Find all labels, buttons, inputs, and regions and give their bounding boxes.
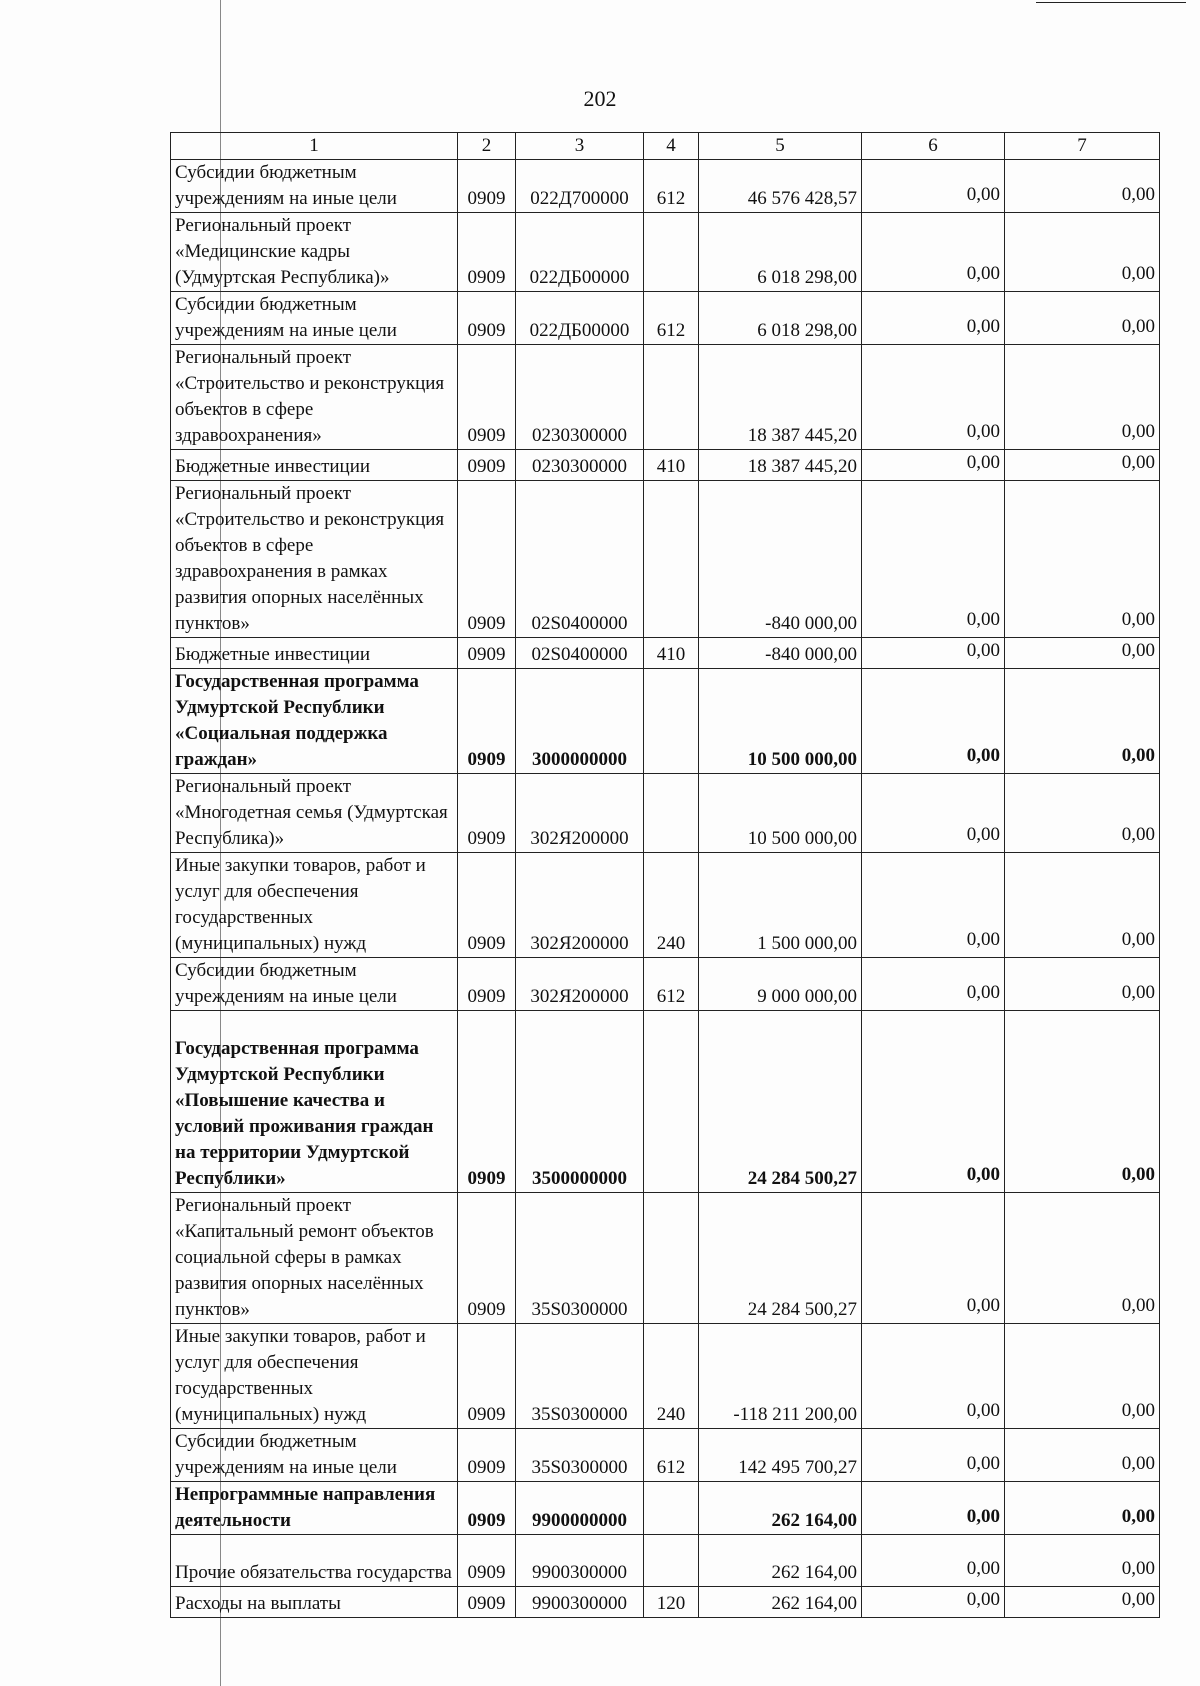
cell-c4: 240: [644, 1324, 699, 1429]
cell-c5: -118 211 200,00: [699, 1324, 862, 1429]
cell-c5: 262 164,00: [699, 1535, 862, 1587]
cell-c4: [644, 774, 699, 853]
cell-c6: 0,00: [862, 160, 1005, 213]
cell-c2: 0909: [458, 213, 516, 292]
cell-c7: 0,00: [1005, 1324, 1160, 1429]
table-row: [171, 160, 1160, 213]
cell-c7: 0,00: [1005, 638, 1160, 669]
cell-c2: 0909: [458, 292, 516, 345]
cell-c5: 6 018 298,00: [699, 292, 862, 345]
cell-c4: [644, 1535, 699, 1587]
cell-c3: 0230300000: [516, 450, 644, 481]
table-row: [171, 958, 1160, 1011]
cell-c2: 0909: [458, 345, 516, 450]
table-row: [171, 853, 1160, 958]
column-header: 6: [862, 133, 1005, 160]
cell-c7: 0,00: [1005, 669, 1160, 774]
table-row: [171, 1429, 1160, 1482]
cell-c5: 18 387 445,20: [699, 345, 862, 450]
cell-c3: 302Я200000: [516, 853, 644, 958]
row-name-cell: Региональный проект «Капитальный ремонт объектов социальной сферы в рамках развития опорных населённых пунктов»: [171, 1193, 458, 1324]
cell-c3: 02S0400000: [516, 481, 644, 638]
cell-c5: -840 000,00: [699, 481, 862, 638]
cell-c6: 0,00: [862, 1193, 1005, 1324]
cell-c6: 0,00: [862, 292, 1005, 345]
table-row: [171, 1011, 1160, 1193]
cell-c4: 612: [644, 292, 699, 345]
cell-c3: 9900300000: [516, 1535, 644, 1587]
cell-c7: 0,00: [1005, 1482, 1160, 1535]
cell-c6: 0,00: [862, 1429, 1005, 1482]
cell-c7: 0,00: [1005, 450, 1160, 481]
column-header: 5: [699, 133, 862, 160]
table-row: [171, 1587, 1160, 1618]
row-name-cell: Субсидии бюджетным учреждениям на иные цели: [171, 958, 458, 1011]
table-row: [171, 1193, 1160, 1324]
cell-c4: 240: [644, 853, 699, 958]
cell-c3: 35S0300000: [516, 1429, 644, 1482]
row-name-cell: Региональный проект «Многодетная семья (Удмуртская Республика)»: [171, 774, 458, 853]
table-row: [171, 774, 1160, 853]
cell-c7: 0,00: [1005, 958, 1160, 1011]
cell-c7: 0,00: [1005, 1429, 1160, 1482]
scan-top-mark: [1036, 2, 1186, 3]
column-header: 7: [1005, 133, 1160, 160]
cell-c6: 0,00: [862, 669, 1005, 774]
cell-c2: 0909: [458, 1587, 516, 1618]
cell-c4: 612: [644, 1429, 699, 1482]
table-body: [171, 133, 1160, 1618]
cell-c2: 0909: [458, 1429, 516, 1482]
cell-c2: 0909: [458, 1482, 516, 1535]
cell-c7: 0,00: [1005, 853, 1160, 958]
cell-c3: 3500000000: [516, 1011, 644, 1193]
table-row: [171, 1535, 1160, 1587]
cell-c2: 0909: [458, 958, 516, 1011]
cell-c2: 0909: [458, 1193, 516, 1324]
table-row: [171, 292, 1160, 345]
cell-c5: 24 284 500,27: [699, 1193, 862, 1324]
cell-c4: [644, 213, 699, 292]
cell-c2: 0909: [458, 669, 516, 774]
cell-c3: 022Д700000: [516, 160, 644, 213]
cell-c3: 022ДБ00000: [516, 213, 644, 292]
cell-c2: 0909: [458, 1011, 516, 1193]
cell-c4: [644, 481, 699, 638]
cell-c7: 0,00: [1005, 1193, 1160, 1324]
cell-c4: 120: [644, 1587, 699, 1618]
table-row: [171, 481, 1160, 638]
row-name-cell: Региональный проект «Строительство и реконструкция объектов в сфере здравоохранения в рамках развития опорных населённых пунктов»: [171, 481, 458, 638]
cell-c2: 0909: [458, 853, 516, 958]
cell-c3: 0230300000: [516, 345, 644, 450]
cell-c5: 10 500 000,00: [699, 669, 862, 774]
cell-c5: 18 387 445,20: [699, 450, 862, 481]
table-row: [171, 450, 1160, 481]
cell-c4: [644, 345, 699, 450]
table-row: [171, 345, 1160, 450]
cell-c3: 302Я200000: [516, 774, 644, 853]
cell-c7: 0,00: [1005, 292, 1160, 345]
cell-c5: 262 164,00: [699, 1482, 862, 1535]
page-number: 202: [583, 86, 617, 111]
cell-c7: 0,00: [1005, 160, 1160, 213]
row-name-cell: Прочие обязательства государства: [171, 1535, 458, 1587]
cell-c4: [644, 1482, 699, 1535]
table-row: [171, 638, 1160, 669]
cell-c6: 0,00: [862, 450, 1005, 481]
cell-c2: 0909: [458, 1324, 516, 1429]
cell-c5: 6 018 298,00: [699, 213, 862, 292]
cell-c4: 612: [644, 160, 699, 213]
table-row: [171, 1482, 1160, 1535]
table-row: [171, 213, 1160, 292]
cell-c4: 410: [644, 450, 699, 481]
cell-c2: 0909: [458, 1535, 516, 1587]
cell-c6: 0,00: [862, 1482, 1005, 1535]
column-header: 4: [644, 133, 699, 160]
cell-c6: 0,00: [862, 638, 1005, 669]
row-name-cell: Непрограммные направления деятельности: [171, 1482, 458, 1535]
cell-c6: 0,00: [862, 853, 1005, 958]
cell-c6: 0,00: [862, 1587, 1005, 1618]
cell-c5: 46 576 428,57: [699, 160, 862, 213]
cell-c4: [644, 1193, 699, 1324]
row-name-cell: Субсидии бюджетным учреждениям на иные цели: [171, 160, 458, 213]
row-name-cell: Субсидии бюджетным учреждениям на иные цели: [171, 292, 458, 345]
cell-c3: 9900000000: [516, 1482, 644, 1535]
row-name-cell: Иные закупки товаров, работ и услуг для обеспечения государственных (муниципальных) нужд: [171, 1324, 458, 1429]
row-name-cell: Расходы на выплаты: [171, 1587, 458, 1618]
cell-c2: 0909: [458, 638, 516, 669]
cell-c2: 0909: [458, 481, 516, 638]
row-name-cell: Государственная программа Удмуртской Республики «Социальная поддержка граждан»: [171, 669, 458, 774]
cell-c4: [644, 1011, 699, 1193]
cell-c5: 142 495 700,27: [699, 1429, 862, 1482]
row-name-cell: Иные закупки товаров, работ и услуг для обеспечения государственных (муниципальных) нужд: [171, 853, 458, 958]
cell-c7: 0,00: [1005, 481, 1160, 638]
column-header: 2: [458, 133, 516, 160]
column-header: 3: [516, 133, 644, 160]
cell-c2: 0909: [458, 450, 516, 481]
cell-c7: 0,00: [1005, 345, 1160, 450]
cell-c3: 022ДБ00000: [516, 292, 644, 345]
cell-c6: 0,00: [862, 481, 1005, 638]
cell-c7: 0,00: [1005, 1587, 1160, 1618]
cell-c4: 612: [644, 958, 699, 1011]
cell-c6: 0,00: [862, 1324, 1005, 1429]
cell-c6: 0,00: [862, 1535, 1005, 1587]
cell-c3: 35S0300000: [516, 1193, 644, 1324]
cell-c3: 02S0400000: [516, 638, 644, 669]
cell-c5: 10 500 000,00: [699, 774, 862, 853]
cell-c4: 410: [644, 638, 699, 669]
cell-c5: -840 000,00: [699, 638, 862, 669]
row-name-cell: Региональный проект «Медицинские кадры (Удмуртская Республика)»: [171, 213, 458, 292]
row-name-cell: Региональный проект «Строительство и реконструкция объектов в сфере здравоохранения»: [171, 345, 458, 450]
cell-c3: 3000000000: [516, 669, 644, 774]
cell-c4: [644, 669, 699, 774]
row-name-cell: Государственная программа Удмуртской Республики «Повышение качества и условий проживания граждан на территории Удмуртской Республики»: [171, 1011, 458, 1193]
cell-c5: 24 284 500,27: [699, 1011, 862, 1193]
cell-c6: 0,00: [862, 213, 1005, 292]
cell-c2: 0909: [458, 774, 516, 853]
cell-c6: 0,00: [862, 345, 1005, 450]
cell-c5: 1 500 000,00: [699, 853, 862, 958]
header-row: [171, 133, 1160, 160]
column-header: 1: [171, 133, 458, 160]
row-name-cell: Бюджетные инвестиции: [171, 638, 458, 669]
cell-c6: 0,00: [862, 1011, 1005, 1193]
cell-c7: 0,00: [1005, 774, 1160, 853]
cell-c2: 0909: [458, 160, 516, 213]
cell-c7: 0,00: [1005, 1011, 1160, 1193]
cell-c6: 0,00: [862, 774, 1005, 853]
cell-c3: 302Я200000: [516, 958, 644, 1011]
cell-c7: 0,00: [1005, 213, 1160, 292]
budget-table: [170, 132, 1160, 1618]
cell-c3: 35S0300000: [516, 1324, 644, 1429]
cell-c5: 9 000 000,00: [699, 958, 862, 1011]
cell-c6: 0,00: [862, 958, 1005, 1011]
cell-c7: 0,00: [1005, 1535, 1160, 1587]
cell-c5: 262 164,00: [699, 1587, 862, 1618]
table-row: [171, 669, 1160, 774]
cell-c3: 9900300000: [516, 1587, 644, 1618]
row-name-cell: Бюджетные инвестиции: [171, 450, 458, 481]
row-name-cell: Субсидии бюджетным учреждениям на иные цели: [171, 1429, 458, 1482]
table-row: [171, 1324, 1160, 1429]
